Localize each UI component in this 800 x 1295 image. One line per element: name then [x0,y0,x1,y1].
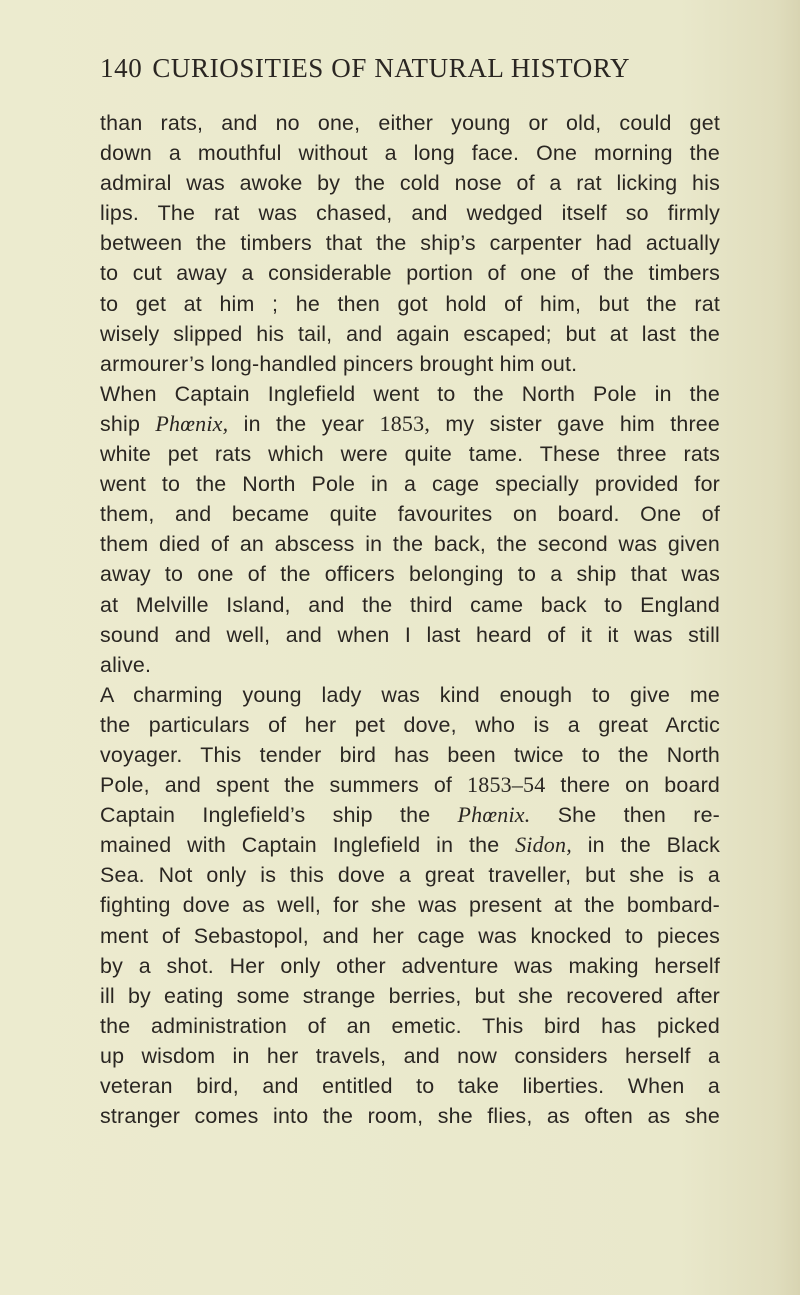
text-line: than rats, and no one, either young or old, could get [100,111,720,135]
text-line: up wisdom in her travels, and now considers herself a [100,1043,720,1068]
text-line [100,409,720,439]
ship-name: Phœnix, [155,410,229,436]
text-line: sound and well, and when I last heard of it it was still [100,622,720,647]
text-line: alive. [100,652,152,677]
text-line: by a shot. Her only other adventure was making herself [100,953,720,978]
text-segment: Captain Inglefield’s ship the [100,803,431,828]
running-title: CURIOSITIES OF NATURAL HISTORY [152,53,631,83]
text-segment: my sister gave him three [445,411,720,436]
text-segment: mained with Captain Inglefield in the [100,833,500,858]
text-segment: Pole, and spent the summers of [100,773,453,798]
year: 1853, [379,410,431,436]
text-line: to cut away a considerable portion of one of the timbers [100,261,720,286]
text-line: them, and became quite favourites on board. One of [100,502,720,527]
text-line [100,830,720,860]
text-line: away to one of the officers belonging to a ship that was [100,562,720,587]
text-line: ill by eating some strange berries, but she recovered after [100,983,720,1008]
text-segment: ship [100,411,141,436]
text-line: the particulars of her pet dove, who is a great Arctic [100,712,720,737]
text-line: admiral was awoke by the cold nose of a rat licking his [100,171,720,196]
text-line: stranger comes into the room, she flies, as often as she [100,1104,720,1129]
text-line: the administration of an emetic. This bird has picked [100,1013,720,1038]
text-line: veteran bird, and entitled to take liberties. When a [100,1074,720,1098]
text-line: When Captain Inglefield went to the North Pole in the [100,381,720,406]
text-line: fighting dove as well, for she was present at the bombard- [100,893,720,918]
text-line: to get at him ; he then got hold of him, but the rat [100,291,720,316]
text-line: wisely slipped his tail, and again escaped; but at last the [100,321,720,346]
text-line: at Melville Island, and the third came back to England [100,592,720,617]
text-segment: in the year [243,411,365,436]
text-line: ment of Sebastopol, and her cage was knocked to pieces [100,923,720,948]
ship-name: Sidon, [515,832,572,858]
body-text [100,108,720,1131]
years: 1853–54 [467,772,546,798]
text-segment: She then re- [557,803,720,828]
text-line [100,800,720,830]
ship-name: Phœnix. [457,802,531,828]
text-line [100,770,720,800]
text-line: armourer’s long-handled pincers brought him out. [100,351,578,376]
text-line: white pet rats which were quite tame. These three rats [100,442,720,467]
text-line: between the timbers that the ship’s carpenter had actually [100,231,720,256]
text-line: them died of an abscess in the back, the second was given [100,532,720,557]
running-header [100,48,740,88]
text-segment: there on board [560,773,720,798]
text-line: A charming young lady was kind enough to give me [100,682,720,707]
page-number: 140 [100,53,143,83]
text-line: went to the North Pole in a cage specially provided for [100,472,720,497]
text-line: voyager. This tender bird has been twice to the North [100,742,720,767]
text-line: lips. The rat was chased, and wedged itself so firmly [100,201,720,226]
text-line: Sea. Not only is this dove a great traveller, but she is a [100,863,720,888]
text-segment: in the Black [587,833,720,858]
text-line: down a mouthful without a long face. One morning the [100,141,720,166]
